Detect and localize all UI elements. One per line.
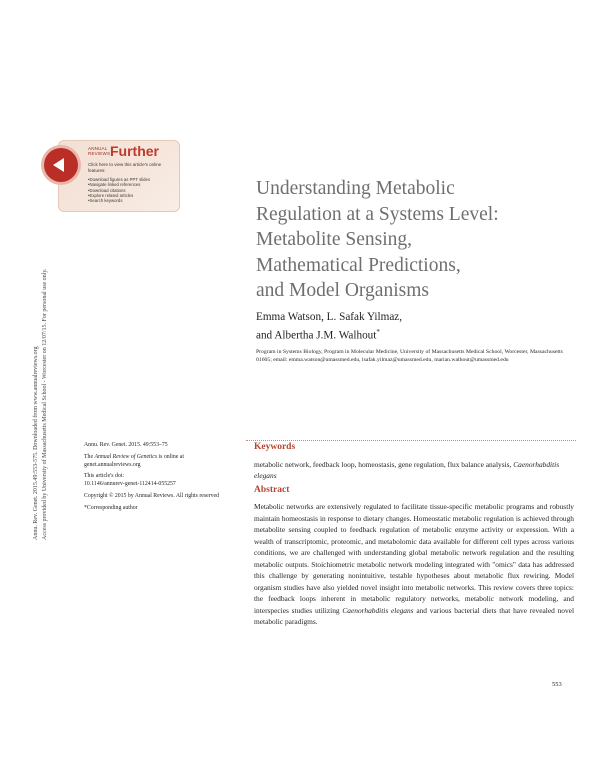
corresponding-author: *Corresponding author [84, 504, 138, 511]
abstract-text [254, 501, 574, 628]
copyright: Copyright © 2015 by Annual Reviews. All rights reserved [84, 492, 219, 499]
annual-reviews-logo: ANNUAL REVIEWS [88, 146, 111, 156]
doi-label: This article's doi: [84, 473, 125, 480]
abstract-species: Caenorhabditis elegans [342, 605, 414, 615]
further-item-references[interactable]: • Navigate linked references [88, 182, 150, 187]
affiliation: Program in Systems Biology, Program in Molecular Medicine, University of Massachusetts Medical School, Worcester, Massachusetts 01605; email: emma.watson@umassmed.edu, lsafak.yilmaz@umassmed.edu, marian.walhout@umassmed.edu [256, 349, 563, 364]
keywords-heading: Keywords [254, 442, 296, 452]
authors-line: and Albertha J.M. Walhout [256, 329, 377, 342]
further-item-ppt[interactable]: • Download figures as PPT slides [88, 177, 150, 182]
abstract-body: Metabolic networks are extensively regulated to facilitate tissue-specific metabolic programs and robustly maintain homeostasis in response to dietary changes. Homeostatic metabolic regulation is achieved through metabolite sensing coupled to feedback regulation of metabolic enzyme activity or expression. With a wealth of transcriptomic, proteomic, and metabolomic data available for different cell types across various conditions, we are challenged with understanding global metabolic network regulation and the resulting metabolic outputs. Stoichiometric metabolic network modeling integrated with "omics" data has addressed this challenge by generating nonintuitive, testable hypotheses about metabolic flux rewiring. Model organism studies have also yielded novel insight into metabolic networks. This review covers three topics: the feedback loops inherent in metabolic regulatory networks, metabolic network modeling, and interspecies studies utilizing [254, 502, 574, 615]
access-note: Access provided by University of Massachusetts Medical School - Worcester on 12/07/15. For personal use only. [42, 268, 48, 540]
title-line: and Model Organisms [256, 280, 429, 301]
title-line: Metabolite Sensing, [256, 229, 412, 250]
online-pre: The [84, 453, 95, 460]
abstract-end: and various bacterial diets that have revealed novel metabolic paradigms. [254, 605, 575, 627]
online-post[interactable]: is online at genet.annualreviews.org [84, 453, 184, 468]
authors-line: Emma Watson, L. Safak Yilmaz, [256, 311, 403, 323]
back-arrow-icon[interactable] [44, 148, 78, 182]
further-item-related[interactable]: • Explore related articles [88, 193, 150, 198]
article-info-sidebar [84, 442, 224, 517]
citation: Annu. Rev. Genet. 2015. 49:553–75 [84, 442, 168, 448]
doi-link[interactable]: 10.1146/annurev-genet-112414-055257 [84, 481, 176, 488]
download-note: Annu. Rev. Genet. 2015.49:553-575. Downloaded from www.annualreviews.org [33, 346, 39, 540]
doi-block [84, 473, 224, 489]
corresponding-mark: * [376, 327, 380, 336]
title-line: Regulation at a Systems Level: [256, 203, 499, 225]
article-title [256, 176, 556, 304]
title-line: Mathematical Predictions, [256, 254, 461, 276]
keywords-text [254, 459, 574, 481]
further-title: Further [110, 143, 159, 159]
further-list [88, 177, 150, 203]
section-divider [246, 440, 576, 441]
journal-name: Annual Review of Genetics [94, 453, 158, 460]
page-number: 553 [552, 681, 562, 688]
online-note [84, 454, 224, 470]
further-item-citations[interactable]: • Download citations [88, 188, 150, 193]
authors [256, 310, 516, 343]
keywords-list: metabolic network, feedback loop, homeostasis, gene regulation, flux balance analysis, [254, 460, 514, 469]
title-line: Understanding Metabolic [256, 178, 455, 199]
keyword-species: Caenorhabditis elegans [254, 460, 560, 480]
abstract-heading: Abstract [254, 485, 290, 495]
further-intro: Click here to view this article's online features: [88, 162, 162, 173]
further-item-keywords[interactable]: • Search keywords [88, 198, 150, 203]
